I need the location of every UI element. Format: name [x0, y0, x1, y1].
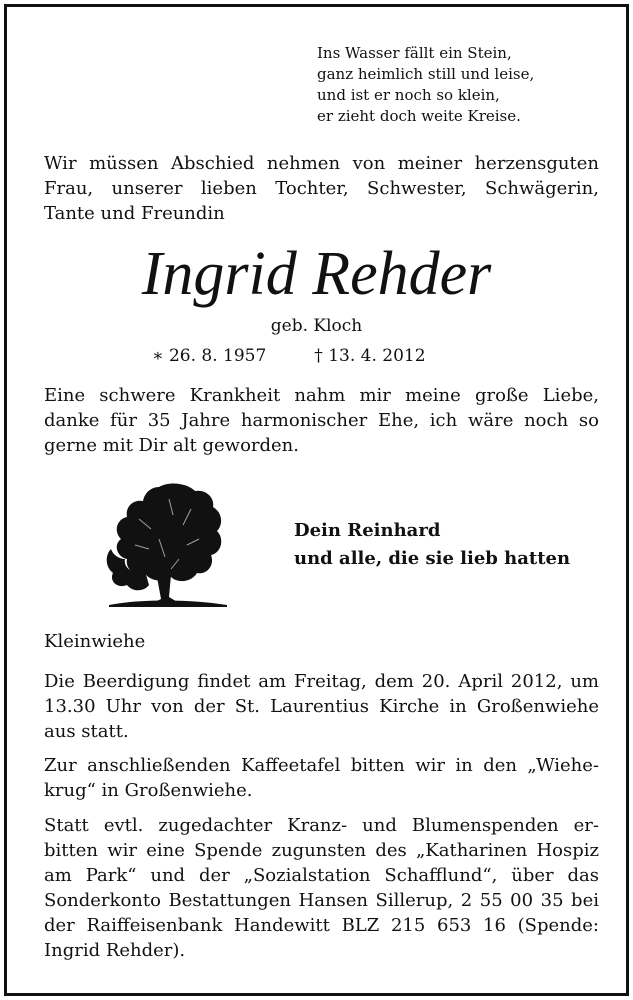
funeral-line: Die Beerdigung findet am Freitag, dem 20. April 2012, um: [44, 671, 599, 692]
donation-line: bitten wir eine Spende zugunsten des „Katharinen Hospiz: [44, 840, 599, 861]
tribute-line: gerne mit Dir alt geworden.: [44, 435, 299, 456]
donation-text: [44, 813, 599, 963]
deceased-name: Ingrid Rehder: [141, 240, 492, 308]
funeral-text: [44, 669, 599, 744]
tribute-line: danke für 35 Jahre harmonischer Ehe, ich wäre noch so: [44, 410, 599, 431]
tribute-text: [44, 383, 599, 458]
signature-line: und alle, die sie lieb hatten: [294, 548, 571, 569]
intro-line: Wir müssen Abschied nehmen von meiner herzensguten: [44, 153, 599, 174]
birth-date: ∗ 26. 8. 1957: [152, 346, 267, 366]
intro-line: Frau, unserer lieben Tochter, Schwester, Schwägerin,: [44, 178, 599, 199]
life-dates: [152, 345, 426, 367]
donation-line: Statt evtl. zugedachter Kranz- und Blumenspenden er-: [44, 815, 599, 836]
intro-line: Tante und Freundin: [44, 203, 225, 224]
intro-text: [44, 151, 599, 226]
tribute-line: Eine schwere Krankheit nahm mir meine große Liebe,: [44, 385, 599, 406]
coffee-line: krug“ in Großenwiehe.: [44, 780, 253, 801]
donation-line: am Park“ und der „Sozialstation Schafflund“, über das: [44, 865, 599, 886]
coffee-text: [44, 753, 599, 803]
poem-line: er zieht doch weite Kreise.: [317, 107, 521, 125]
death-date: † 13. 4. 2012: [314, 346, 426, 366]
poem-line: ganz heimlich still und leise,: [317, 65, 535, 83]
coffee-line: Zur anschließenden Kaffeetafel bitten wir in den „Wiehe-: [44, 755, 599, 776]
donation-line: Ingrid Rehder).: [44, 940, 186, 961]
place-name: Kleinwiehe: [44, 631, 146, 652]
signature: [294, 517, 570, 573]
donation-line: Sonderkonto Bestattungen Hansen Sillerup, 2 55 00 35 bei: [44, 890, 599, 911]
donation-line: der Raiffeisenbank Handewitt BLZ 215 653 16 (Spende:: [44, 915, 599, 936]
birth-name: geb. Kloch: [270, 316, 363, 336]
poem-line: und ist er noch so klein,: [317, 86, 500, 104]
signature-line: Dein Reinhard: [294, 520, 441, 541]
poem: [317, 43, 534, 127]
funeral-line: aus statt.: [44, 721, 129, 742]
poem-line: Ins Wasser fällt ein Stein,: [317, 44, 512, 62]
tree-icon: [99, 479, 231, 609]
funeral-line: 13.30 Uhr von der St. Laurentius Kirche in Großenwiehe: [44, 696, 599, 717]
obituary-notice: [4, 4, 629, 996]
